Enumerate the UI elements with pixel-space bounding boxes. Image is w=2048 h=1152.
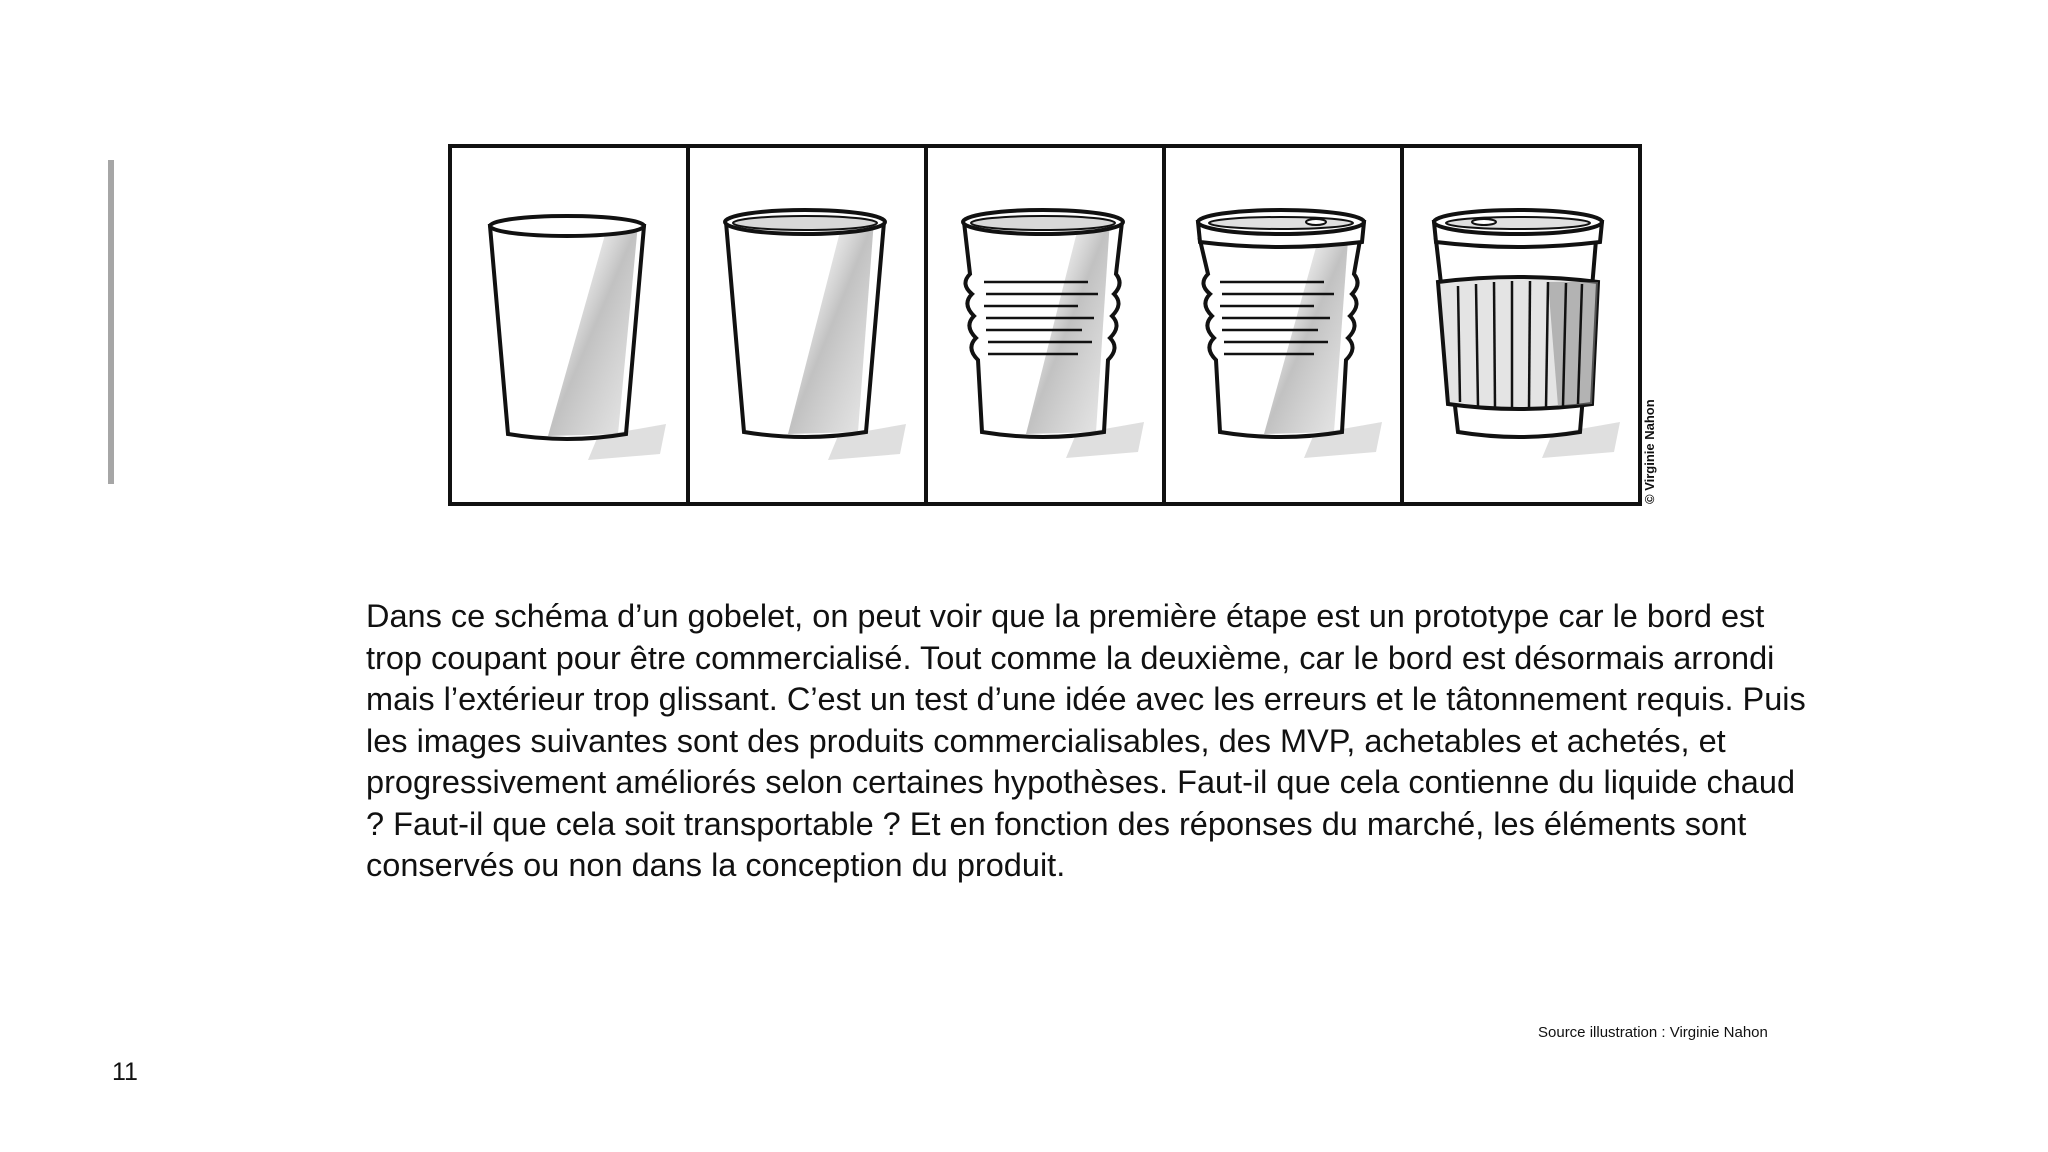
source-caption: Source illustration : Virginie Nahon — [1538, 1024, 1768, 1041]
illustration-credit: © Virginie Nahon — [1642, 399, 1657, 504]
cup-rolled-rim-icon — [725, 210, 906, 460]
cup-ridged-icon — [963, 210, 1144, 458]
cup-plain-icon — [490, 216, 666, 460]
cup-sleeved-icon — [1434, 210, 1620, 458]
accent-bar — [108, 160, 114, 484]
cup-evolution-illustration — [448, 144, 1657, 510]
cup-lidded-icon — [1198, 210, 1382, 458]
body-paragraph: Dans ce schéma d’un gobelet, on peut voir que la première étape est un prototype car le bord est trop coupant pour être commercialisé. Tout comme la deuxième, car le bord est désormais arrondi mais l’extérieur trop glissant. C’est un test d’une idée avec les erreurs et le tâtonnement requis. Puis les images suivantes sont des produits commercialisables, des MVP, achetables et achetés, et progressivement améliorés selon certaines hypothèses. Faut-il que cela contienne du liquide chaud ? Faut-il que cela soit transportable ? Et en fonction des réponses du marché, les éléments sont conservés ou non dans la conception du produit. — [366, 598, 1806, 883]
page-number: 11 — [112, 1058, 138, 1086]
